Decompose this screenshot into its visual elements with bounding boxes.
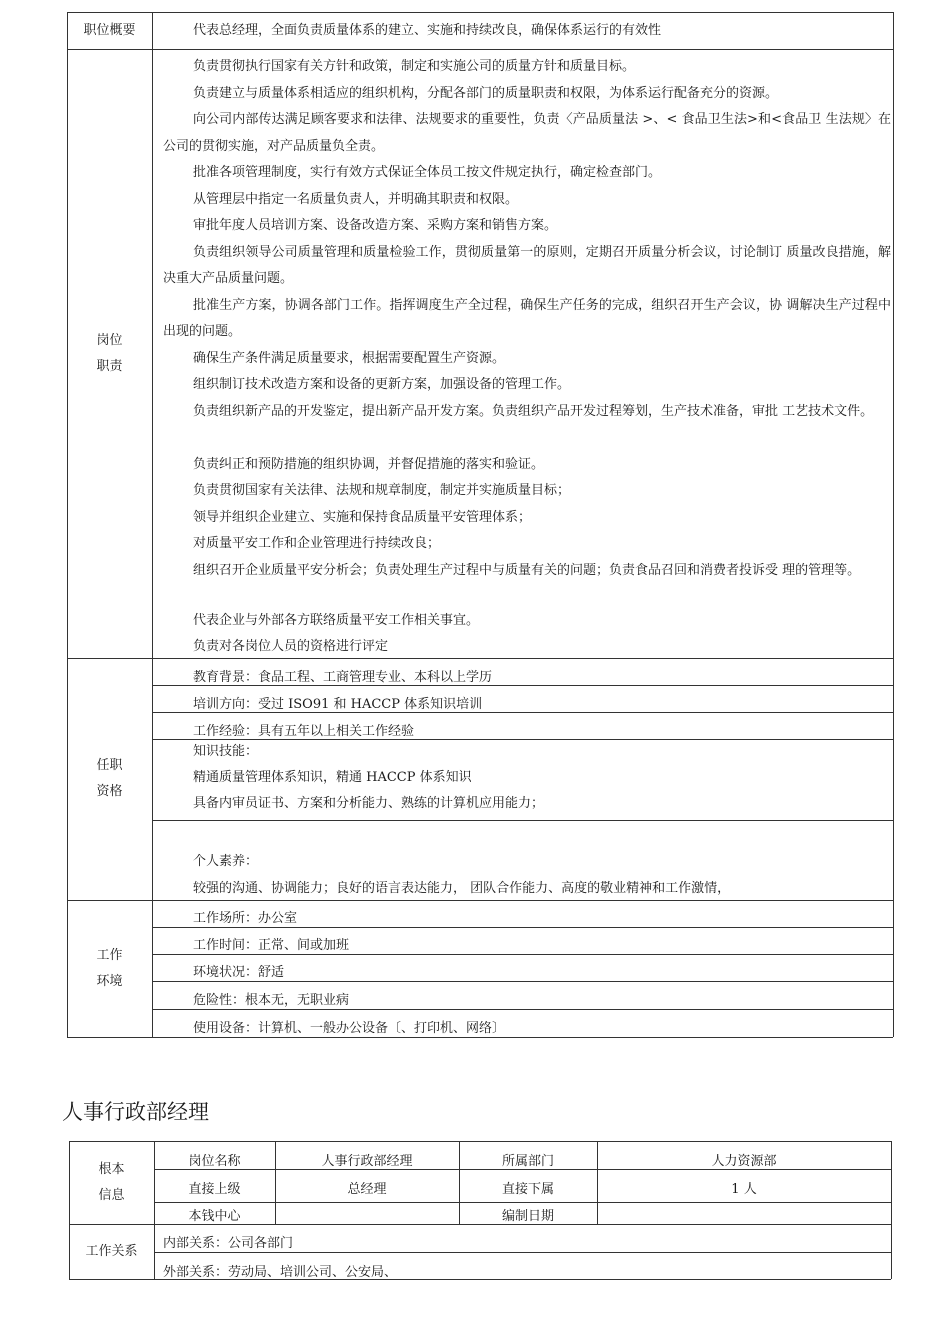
row-divider bbox=[152, 981, 893, 982]
duty-item: 组织召开企业质量平安分析会；负责处理生产过程中与质量有关的问题；负责食品召回和消费者投诉受 理的管理等。 bbox=[193, 562, 861, 578]
environment-label-line2: 环境 bbox=[96, 973, 123, 989]
work-relation-label: 工作关系 bbox=[85, 1243, 138, 1259]
internal-relation: 内部关系：公司各部门 bbox=[163, 1236, 294, 1251]
row-divider bbox=[67, 49, 893, 50]
section-title: 人事行政部经理 bbox=[62, 1100, 209, 1124]
duty-item: 从管理层中指定一名质量负责人，并明确其职责和权限。 bbox=[193, 191, 519, 207]
training-text: 培训方向：受过 ISO91 和 HACCP 体系知识培训 bbox=[193, 697, 483, 712]
row-divider bbox=[154, 1202, 891, 1203]
duty-item: 批准各项管理制度，实行有效方式保证全体员工按文件规定执行，确定检查部门。 bbox=[193, 165, 662, 180]
row-divider bbox=[152, 1009, 893, 1010]
table-border bbox=[67, 1037, 893, 1038]
quality-text: 较强的沟通、协调能力；良好的语言表达能力， 团队合作能力、高度的敬业精神和工作激情， bbox=[193, 881, 731, 896]
column-divider bbox=[152, 12, 153, 1037]
basic-info-label-line1: 根本 bbox=[98, 1161, 125, 1177]
education-text: 教育背景：食品工程、工商管理专业、本科以上学历 bbox=[193, 670, 493, 685]
duty-item: 批准生产方案，协调各部门工作。指挥调度生产全过程，确保生产任务的完成，组织召开生产会议，协 调解决生产过程中出现的问题。 bbox=[163, 297, 891, 339]
subordinate-label: 直接下属 bbox=[501, 1182, 554, 1197]
duty-item: 负责对各岗位人员的资格进行评定 bbox=[193, 639, 389, 654]
qualification-label bbox=[67, 658, 152, 900]
duty-item: 领导并组织企业建立、实施和保持食品质量平安管理体系； bbox=[193, 509, 532, 525]
duty-item: 组织制订技术改造方案和设备的更新方案，加强设备的管理工作。 bbox=[193, 377, 571, 392]
duties-label bbox=[67, 49, 152, 658]
overview-label: 职位概要 bbox=[83, 22, 136, 38]
row-divider bbox=[67, 900, 893, 901]
subordinate-value: 1 人 bbox=[731, 1182, 757, 1197]
skills-title: 知识技能： bbox=[193, 744, 259, 759]
overview-text: 代表总经理，全面负责质量体系的建立、实施和持续改良，确保体系运行的有效性 bbox=[193, 23, 662, 38]
duty-item: 代表企业与外部各方联络质量平安工作相关事宜。 bbox=[193, 613, 480, 628]
prepared-date-label: 编制日期 bbox=[501, 1209, 554, 1224]
duty-item: 负责纠正和预防措施的组织协调，并督促措施的落实和验证。 bbox=[193, 456, 545, 472]
duty-item: 负责贯彻国家有关法律、法规和规章制度，制定并实施质量目标； bbox=[193, 483, 571, 498]
duty-item: 确保生产条件满足质量要求，根据需要配置生产资源。 bbox=[193, 350, 506, 366]
row-divider bbox=[152, 927, 893, 928]
superior-label: 直接上级 bbox=[188, 1182, 241, 1197]
basic-info-label bbox=[69, 1141, 154, 1224]
row-divider bbox=[154, 1252, 891, 1253]
duty-item: 对质量平安工作和企业管理进行持续改良； bbox=[193, 536, 441, 551]
duty-item: 向公司内部传达满足顾客要求和法律、法规要求的重要性，负责〈产品质量法 >、< 食品卫生法>和<食品卫 生法规〉在公司的贯彻实施，对产品质量负全责。 bbox=[163, 112, 891, 154]
post-name-label: 岗位名称 bbox=[188, 1154, 241, 1169]
duties-label-line2: 职责 bbox=[96, 358, 123, 374]
basic-info-label-line2: 信息 bbox=[98, 1187, 125, 1203]
department-label: 所属部门 bbox=[501, 1154, 554, 1169]
external-relation: 外部关系：劳动局、培训公司、公安局、 bbox=[163, 1265, 398, 1280]
environment-label-line1: 工作 bbox=[96, 947, 123, 963]
environment-item: 危险性：根本无，无职业病 bbox=[193, 993, 350, 1008]
duty-item: 审批年度人员培训方案、设备改造方案、采购方案和销售方案。 bbox=[193, 218, 558, 233]
qualification-label-line2: 资格 bbox=[96, 784, 123, 799]
quality-title: 个人素养： bbox=[193, 854, 259, 869]
post-name-value: 人事行政部经理 bbox=[321, 1154, 413, 1169]
duties-label-line1: 岗位 bbox=[96, 332, 123, 348]
duty-item: 负责建立与质量体系相适应的组织机构，分配各部门的质量职责和权限，为体系运行配备充分的资源。 bbox=[193, 85, 779, 101]
skills-text: 精通质量管理体系知识，精通 HACCP 体系知识 bbox=[193, 770, 472, 785]
environment-item: 环境状况：舒适 bbox=[193, 965, 285, 980]
duty-item: 负责组织新产品的开发鉴定，提出新产品开发方案。负责组织产品开发过程筹划，生产技术准备，审批 工艺技术文件。 bbox=[193, 403, 874, 419]
superior-value: 总经理 bbox=[347, 1182, 387, 1197]
qualification-label-line1: 任职 bbox=[96, 758, 123, 773]
row-divider bbox=[152, 954, 893, 955]
environment-item: 工作场所：办公室 bbox=[193, 911, 298, 926]
duty-item: 负责贯彻执行国家有关方针和政策，制定和实施公司的质量方针和质量目标。 bbox=[193, 59, 636, 74]
environment-item: 工作时间：正常、间或加班 bbox=[193, 938, 350, 953]
cost-center-label: 本钱中心 bbox=[188, 1209, 241, 1224]
duty-item: 负责组织领导公司质量管理和质量检验工作，贯彻质量第一的原则，定期召开质量分析会议，讨论制订 质量改良措施，解决重大产品质量问题。 bbox=[163, 244, 891, 286]
table-border bbox=[893, 12, 894, 1037]
experience-text: 工作经验：具有五年以上相关工作经验 bbox=[193, 724, 415, 739]
skills-text: 具备内审员证书、方案和分析能力、熟练的计算机应用能力； bbox=[193, 796, 545, 811]
row-divider bbox=[152, 820, 893, 821]
department-value: 人力资源部 bbox=[711, 1154, 777, 1169]
environment-item: 使用设备：计算机、一般办公设备〔、打印机、网络〕 bbox=[193, 1021, 506, 1036]
table-border bbox=[891, 1141, 892, 1279]
table-border bbox=[69, 1141, 891, 1142]
environment-label bbox=[67, 900, 152, 1037]
table-border bbox=[67, 12, 893, 13]
